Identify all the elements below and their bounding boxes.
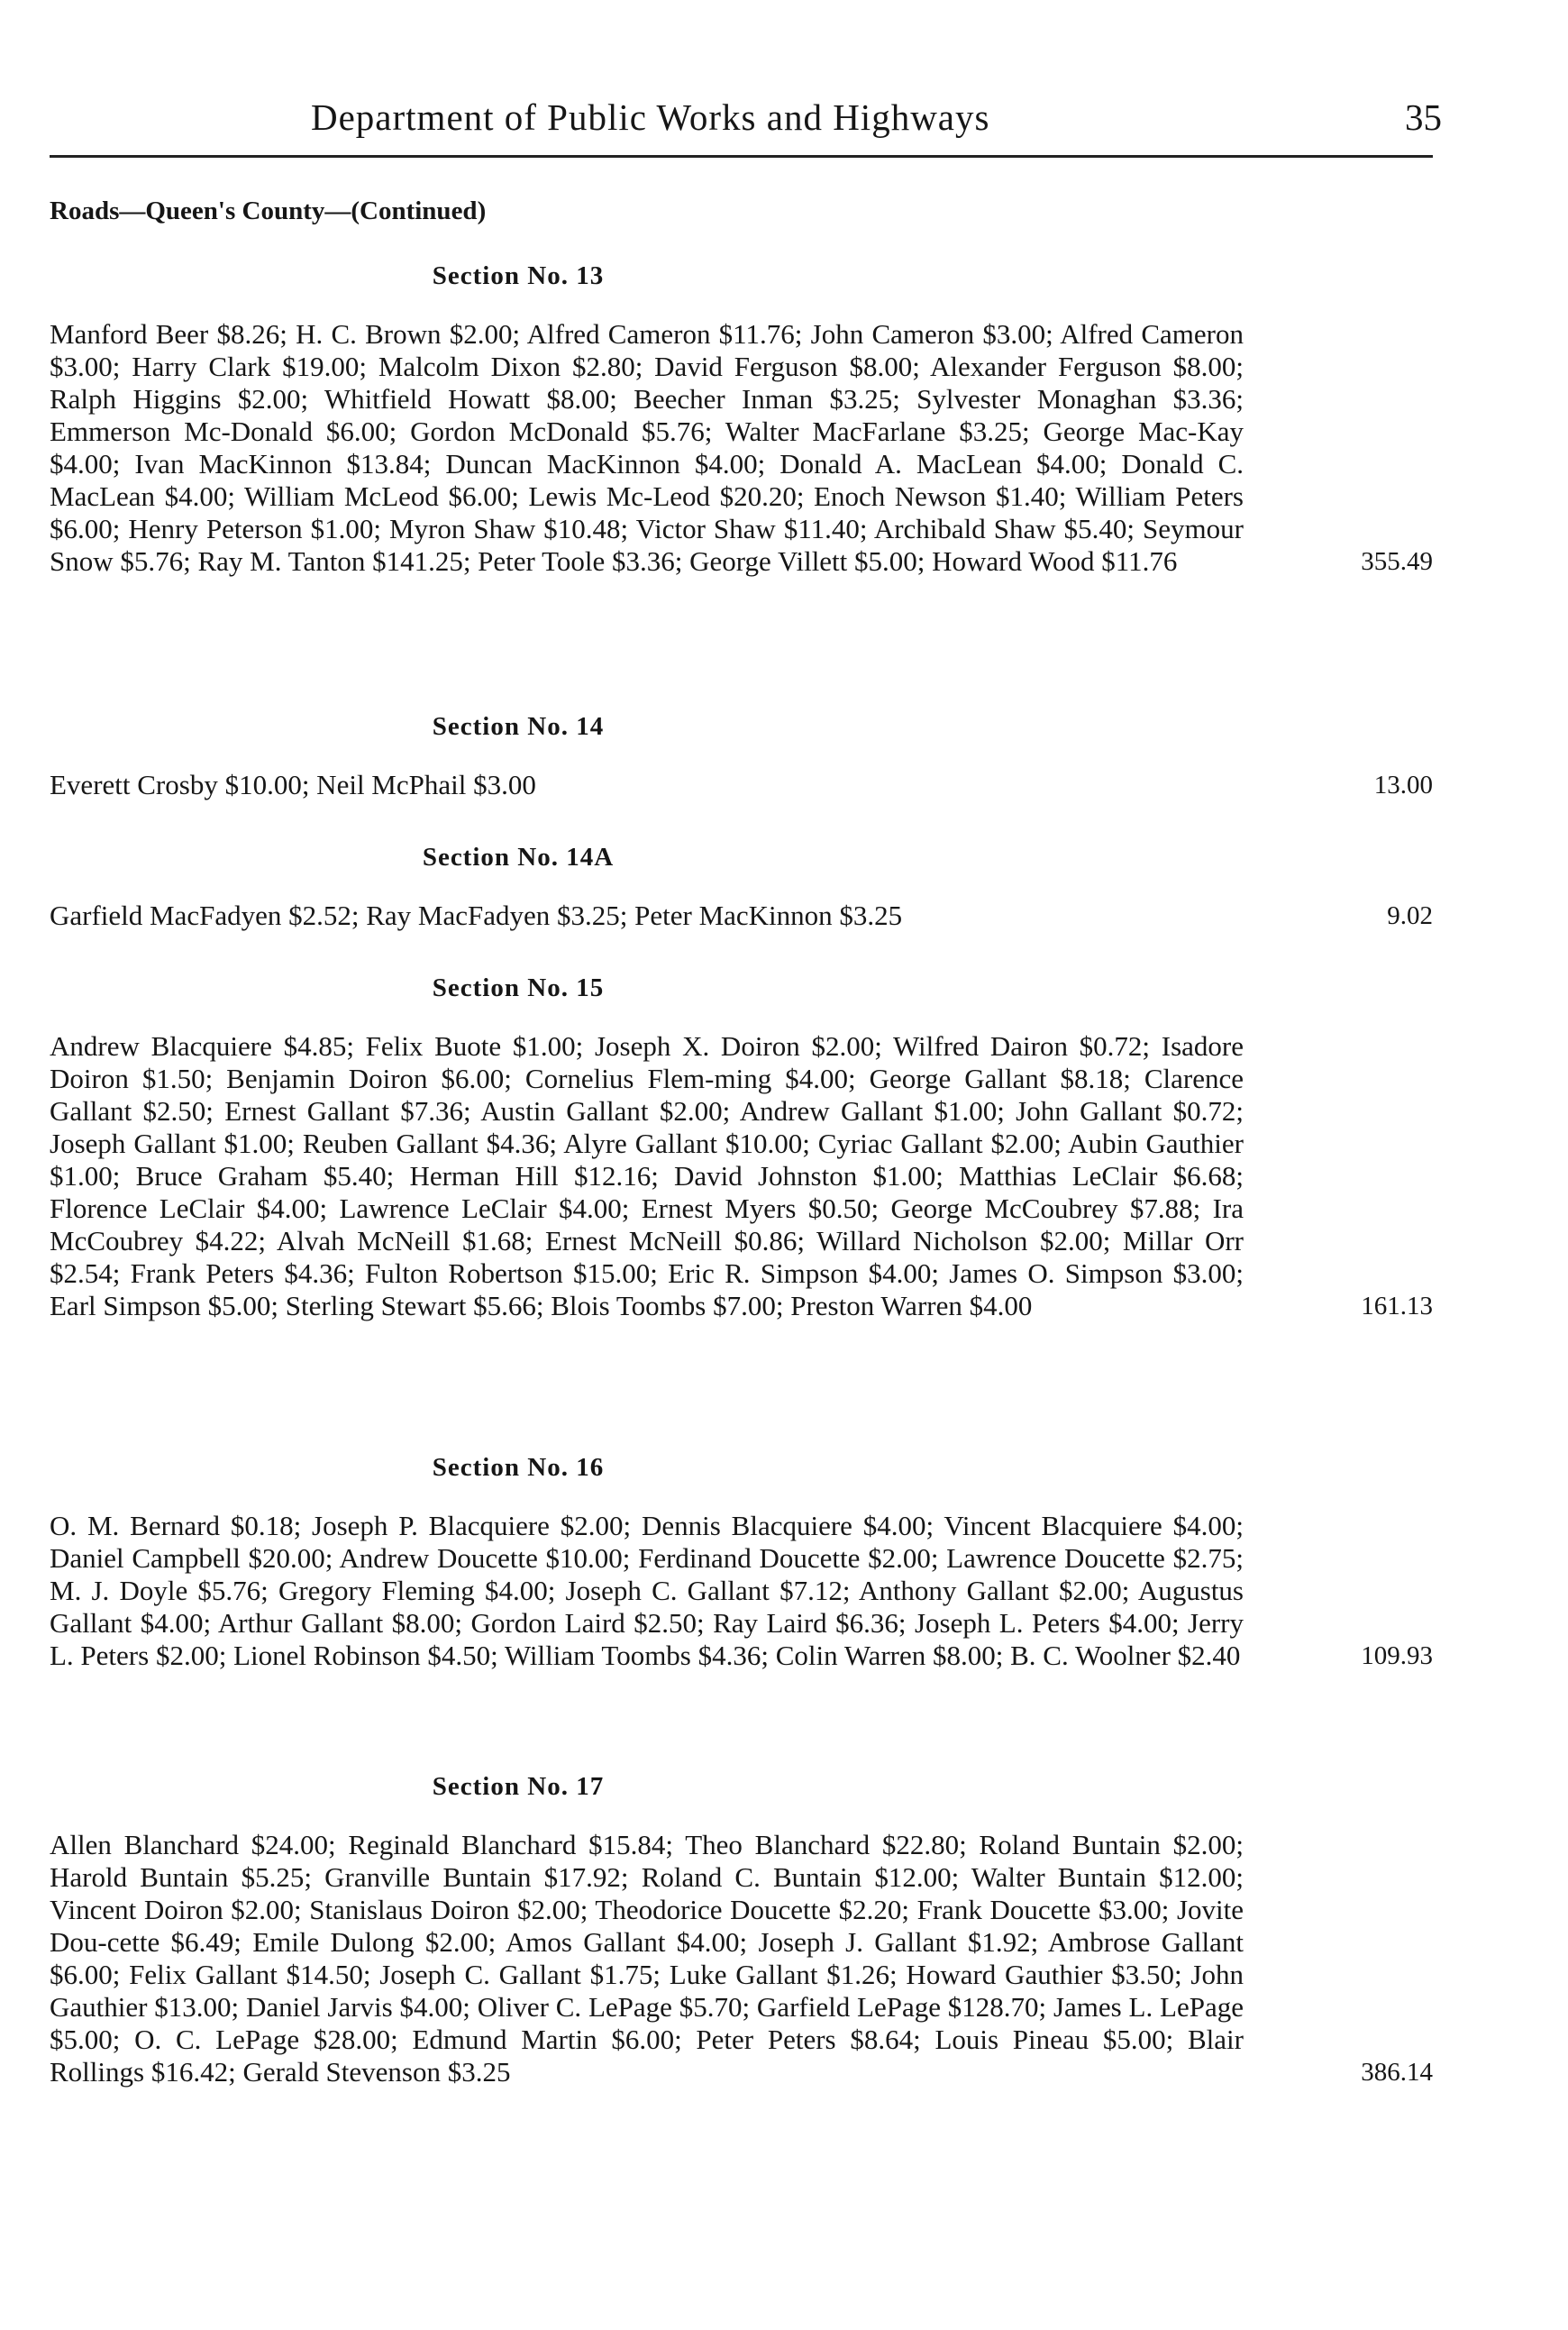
section-title: Section No. 14A (422, 843, 615, 872)
running-title: Department of Public Works and Highways (311, 96, 990, 138)
payment-entry (50, 1030, 1433, 1322)
payee-list: Manford Beer $8.26; H. C. Brown $2.00; Alfred Cameron $11.76; John Cameron $3.00; Alfred Cameron $3.00; Harry Clark $19.00; Malcolm Dixon $2.80; David Ferguson $8.00; Alexander Ferguson $8.00; Ralph Higgins $2.00; Whitfield Howatt $8.00; Beecher Inman $3.25; Sylvester Monaghan $3.36; Emmerson Mc-Donald $6.00; Gordon McDonald $5.76; Walter MacFarlane $3.25; George Mac-Kay $4.00; Ivan MacKinnon $13.84; Duncan MacKinnon $4.00; Donald A. MacLean $4.00; Donald C. MacLean $4.00; William McLeod $6.00; Lewis Mc-Leod $20.20; Enoch Newson $1.40; William Peters $6.00; Henry Peterson $1.00; Myron Shaw $10.48; Victor Shaw $11.40; Archibald Shaw $5.40; Seymour Snow $5.76; Ray M. Tanton $141.25; Peter Toole $3.36; George Villett $5.00; Howard Wood $11.76 (50, 318, 1244, 577)
payment-entry (50, 1510, 1433, 1672)
section-title: Section No. 15 (432, 973, 605, 1002)
payment-entry (50, 318, 1433, 578)
section-total: 9.02 (1387, 901, 1433, 930)
county-heading: Roads—Queen's County—(Continued) (50, 196, 487, 225)
page-number: 35 (1405, 96, 1442, 138)
section-total: 386.14 (1361, 2058, 1433, 2087)
payment-entry (50, 900, 1433, 932)
section-title: Section No. 16 (432, 1453, 605, 1482)
section-total: 161.13 (1361, 1292, 1433, 1320)
section-total: 355.49 (1361, 547, 1433, 576)
page-header (50, 83, 1442, 158)
section-16 (50, 1453, 1433, 1672)
section-total: 109.93 (1361, 1641, 1433, 1670)
section-17 (50, 1772, 1433, 2088)
section-14a (50, 843, 1433, 932)
payee-list: Allen Blanchard $24.00; Reginald Blanchard $15.84; Theo Blanchard $22.80; Roland Buntain $2.00; Harold Buntain $5.25; Granville Buntain $17.92; Roland C. Buntain $12.00; Walter Buntain $12.00; Vincent Doiron $2.00; Stanislaus Doiron $2.00; Theodorice Doucette $2.20; Frank Doucette $3.00; Jovite Dou-cette $6.49; Emile Dulong $2.00; Amos Gallant $4.00; Joseph J. Gallant $1.92; Ambrose Gallant $6.00; Felix Gallant $14.50; Joseph C. Gallant $1.75; Luke Gallant $1.26; Howard Gauthier $3.50; John Gauthier $13.00; Daniel Jarvis $4.00; Oliver C. LePage $5.70; Garfield LePage $128.70; James L. LePage $5.00; O. C. LePage $28.00; Edmund Martin $6.00; Peter Peters $8.64; Louis Pineau $5.00; Blair Rollings $16.42; Gerald Stevenson $3.25 (50, 1829, 1244, 2088)
payee-list: Andrew Blacquiere $4.85; Felix Buote $1.00; Joseph X. Doiron $2.00; Wilfred Dairon $0.72; Isadore Doiron $1.50; Benjamin Doiron $6.00; Cornelius Flem-ming $4.00; George Gallant $8.18; Clarence Gallant $2.50; Ernest Gallant $7.36; Austin Gallant $2.00; Andrew Gallant $1.00; John Gallant $0.72; Joseph Gallant $1.00; Reuben Gallant $4.36; Alyre Gallant $10.00; Cyriac Gallant $2.00; Aubin Gauthier $1.00; Bruce Graham $5.40; Herman Hill $12.16; David Johnston $1.00; Matthias LeClair $6.68; Florence LeClair $4.00; Lawrence LeClair $4.00; Ernest Myers $0.50; George McCoubrey $7.88; Ira McCoubrey $4.22; Alvah McNeill $1.68; Ernest McNeill $0.86; Willard Nicholson $2.00; Millar Orr $2.54; Frank Peters $4.36; Fulton Robertson $15.00; Eric R. Simpson $4.00; James O. Simpson $3.00; Earl Simpson $5.00; Sterling Stewart $5.66; Blois Toombs $7.00; Preston Warren $4.00 (50, 1030, 1244, 1321)
payee-list: Everett Crosby $10.00; Neil McPhail $3.00 (50, 769, 536, 800)
payee-list: Garfield MacFadyen $2.52; Ray MacFadyen $3.25; Peter MacKinnon $3.25 (50, 900, 903, 931)
section-title: Section No. 17 (432, 1772, 605, 1801)
section-13 (50, 261, 1433, 578)
section-title: Section No. 13 (432, 261, 605, 290)
payee-list: O. M. Bernard $0.18; Joseph P. Blacquiere $2.00; Dennis Blacquiere $4.00; Vincent Blacquiere $4.00; Daniel Campbell $20.00; Andrew Doucette $10.00; Ferdinand Doucette $2.00; Lawrence Doucette $2.75; M. J. Doyle $5.76; Gregory Fleming $4.00; Joseph C. Gallant $7.12; Anthony Gallant $2.00; Augustus Gallant $4.00; Arthur Gallant $8.00; Gordon Laird $2.50; Ray Laird $6.36; Joseph L. Peters $4.00; Jerry L. Peters $2.00; Lionel Robinson $4.50; William Toombs $4.36; Colin Warren $8.00; B. C. Woolner $2.40 (50, 1510, 1244, 1671)
section-title: Section No. 14 (432, 712, 605, 741)
payment-entry (50, 1829, 1433, 2088)
section-14 (50, 712, 1433, 801)
section-total: 13.00 (1373, 771, 1433, 800)
section-15 (50, 973, 1433, 1322)
payment-entry (50, 769, 1433, 801)
